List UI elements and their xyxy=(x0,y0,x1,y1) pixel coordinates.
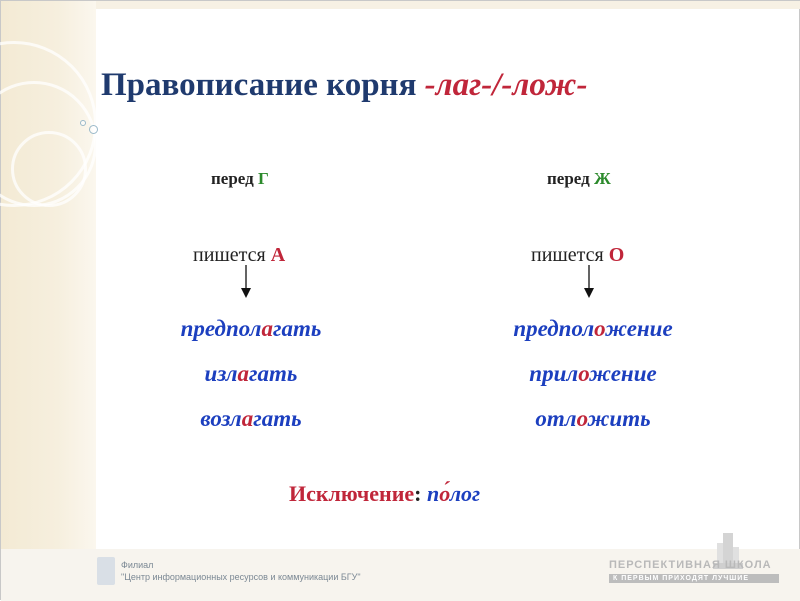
column-head-zh xyxy=(547,169,611,189)
word-item: возлагать xyxy=(200,406,302,431)
writes-prefix: пишется xyxy=(531,244,609,266)
down-arrow-icon xyxy=(583,265,595,299)
slide-title xyxy=(101,67,781,104)
writes-letter: А xyxy=(270,244,286,266)
decorative-bubble xyxy=(80,120,86,126)
title-text: Правописание корня xyxy=(101,67,425,103)
footer-logo xyxy=(97,557,115,585)
column-head-prefix: перед xyxy=(547,169,594,188)
word-item: предположение xyxy=(513,316,673,341)
column-head-prefix: перед xyxy=(211,169,258,188)
column-head-letter: Ж xyxy=(593,169,611,188)
footer-brand-name: ПЕРСПЕКТИВНАЯ ШКОЛА xyxy=(609,559,772,571)
word-item: отложить xyxy=(535,406,651,431)
down-arrow-icon xyxy=(240,265,252,299)
footer-brand xyxy=(609,559,779,583)
writes-a xyxy=(193,244,285,267)
column-head-letter: Г xyxy=(257,169,269,188)
column-head-g xyxy=(211,169,269,189)
writes-letter: О xyxy=(608,244,625,266)
decorative-bubble xyxy=(89,125,98,134)
exception-colon: : xyxy=(414,481,427,506)
word-item: излагать xyxy=(204,361,298,386)
footer-credit xyxy=(121,559,421,583)
exception-word-vowel: о́ xyxy=(439,481,450,506)
word-item: предполагать xyxy=(180,316,322,341)
exception-label: Исключение xyxy=(289,481,415,506)
footer-brand-slogan: К ПЕРВЫМ ПРИХОДЯТ ЛУЧШИЕ xyxy=(609,574,779,583)
exception-word-pre: п xyxy=(427,481,440,506)
writes-o xyxy=(531,244,624,267)
title-root: -лаг-/-лож- xyxy=(424,67,588,103)
decorative-top-band xyxy=(96,1,800,9)
word-list-o xyxy=(463,313,723,448)
writes-prefix: пишется xyxy=(193,244,271,266)
word-list-a xyxy=(121,313,381,448)
footer-credit-line1: Филиал xyxy=(121,560,154,570)
word-item: приложение xyxy=(529,361,657,386)
exception-line xyxy=(289,481,480,507)
decorative-ring xyxy=(11,131,87,207)
footer-credit-line2: "Центр информационных ресурсов и коммуникации БГУ" xyxy=(121,572,361,582)
exception-word-post: лог xyxy=(449,481,481,506)
